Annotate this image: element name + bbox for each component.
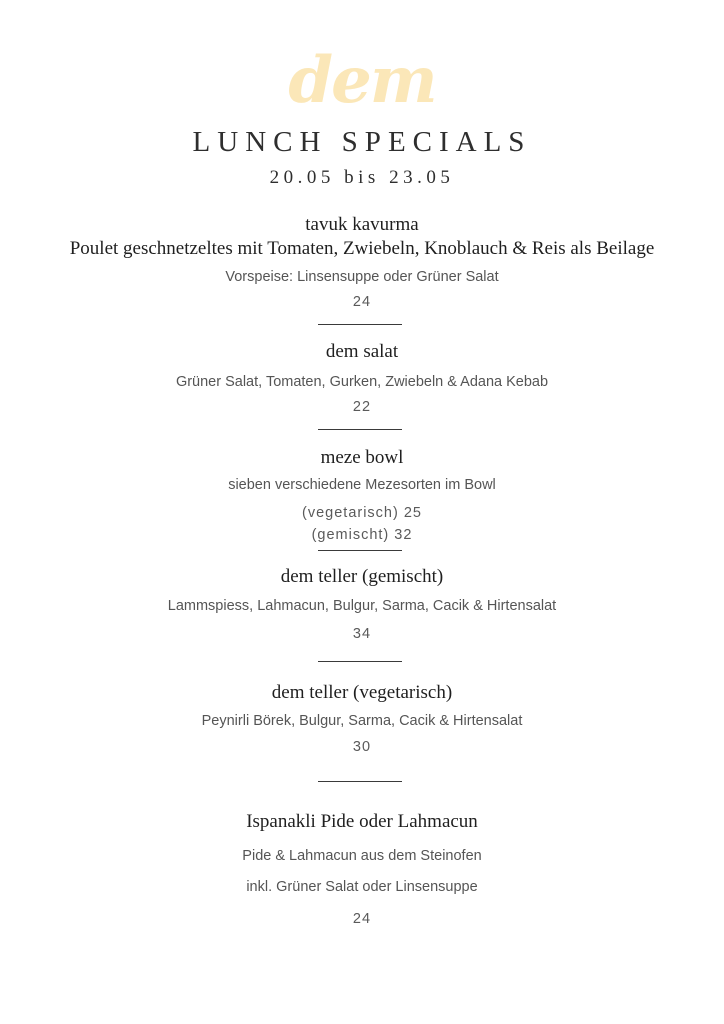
dish-price-meze-bowl-vegetarian: (vegetarisch) 25	[302, 505, 422, 521]
divider	[318, 429, 402, 430]
dish-name-dem-salat: dem salat	[325, 341, 399, 362]
dish-price-ispanakli-pide: 24	[352, 911, 372, 927]
dish-name-tavuk-kavurma: tavuk kavurma	[305, 214, 419, 235]
dish-description2-ispanakli-pide: inkl. Grüner Salat oder Linsensuppe	[246, 879, 478, 895]
dish-price-tavuk-kavurma: 24	[352, 294, 372, 310]
dish-description-tavuk-kavurma: Vorspeise: Linsensuppe oder Grüner Salat	[225, 269, 499, 285]
dish-name-meze-bowl: meze bowl	[320, 447, 404, 468]
dish-price-dem-teller-gemischt: 34	[352, 626, 372, 642]
dish-description-ispanakli-pide: Pide & Lahmacun aus dem Steinofen	[242, 848, 482, 864]
dish-name-dem-teller-vegetarisch: dem teller (vegetarisch)	[271, 682, 453, 703]
brand-logo: dem	[288, 43, 436, 118]
dish-price-dem-salat: 22	[352, 399, 372, 415]
divider	[318, 661, 402, 662]
dish-description-meze-bowl: sieben verschiedene Mezesorten im Bowl	[228, 477, 496, 493]
dish-price-dem-teller-vegetarisch: 30	[352, 739, 372, 755]
dish-description-dem-teller-vegetarisch: Peynirli Börek, Bulgur, Sarma, Cacik & Hirtensalat	[201, 713, 523, 729]
dish-name-ispanakli-pide: Ispanakli Pide oder Lahmacun	[246, 811, 478, 832]
divider	[318, 324, 402, 325]
divider	[318, 781, 402, 782]
dish-description-dem-salat: Grüner Salat, Tomaten, Gurken, Zwiebeln & Adana Kebab	[175, 374, 549, 390]
dish-price-meze-bowl-mixed: (gemischt) 32	[311, 527, 413, 543]
divider	[318, 550, 402, 551]
date-range: 20.05 bis 23.05	[269, 167, 455, 188]
page-title: LUNCH SPECIALS	[192, 126, 532, 158]
dish-name-dem-teller-gemischt: dem teller (gemischt)	[280, 566, 444, 587]
dish-description-dem-teller-gemischt: Lammspiess, Lahmacun, Bulgur, Sarma, Cacik & Hirtensalat	[167, 598, 557, 614]
dish-subtitle-tavuk-kavurma: Poulet geschnetzeltes mit Tomaten, Zwiebeln, Knoblauch & Reis als Beilage	[69, 238, 655, 259]
